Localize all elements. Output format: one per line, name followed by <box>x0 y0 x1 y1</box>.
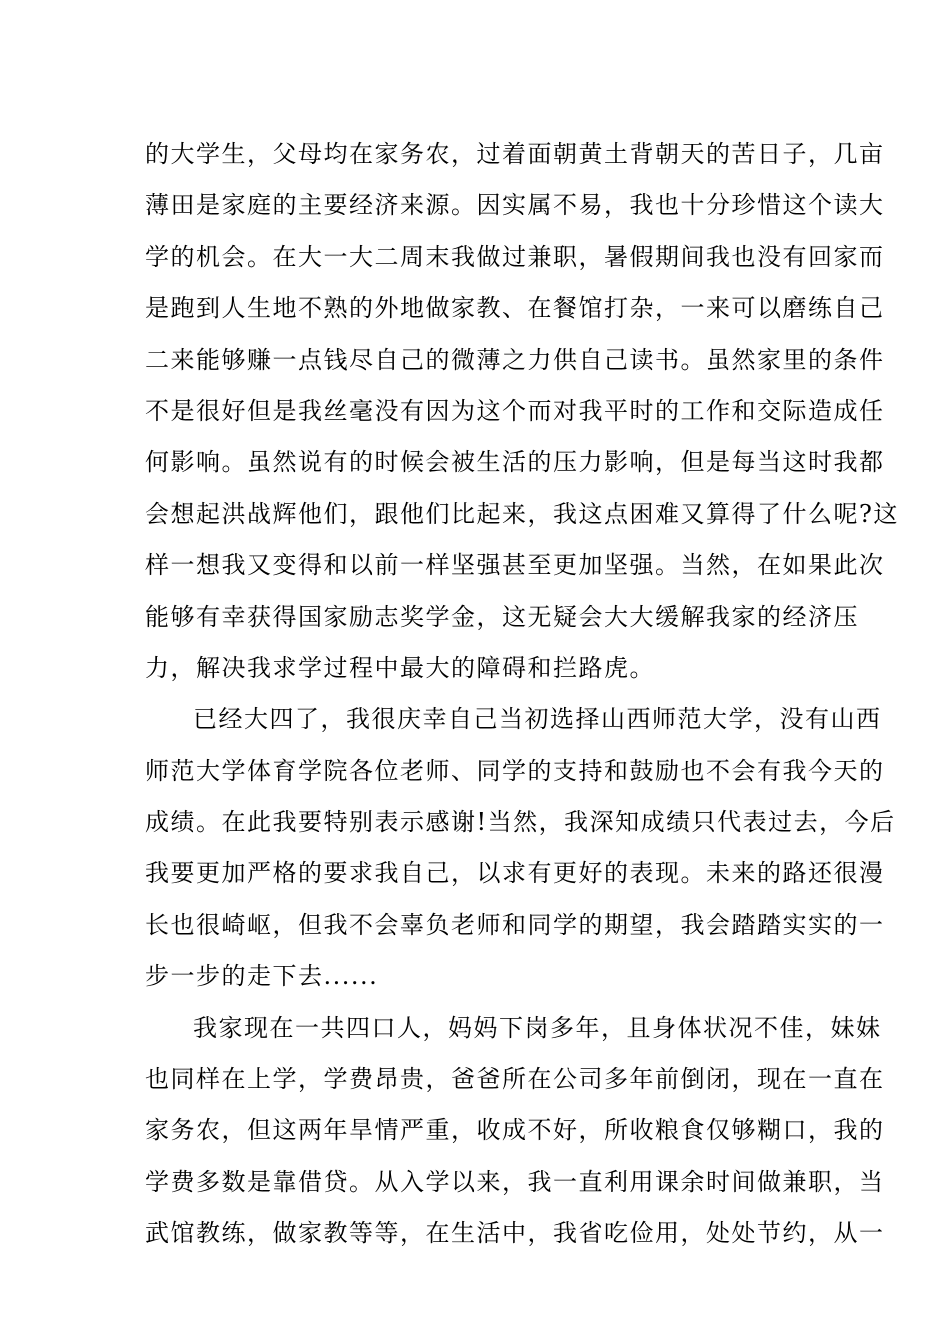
paragraph-3-line-4: 学费多数是靠借贷。从入学以来，我一直利用课余时间做兼职，当 <box>145 1167 885 1196</box>
paragraph-1-line-3: 学的机会。在大一大二周末我做过兼职，暑假期间我也没有回家而 <box>145 242 885 271</box>
paragraph-2-line-3: 成绩。在此我要特别表示感谢!当然，我深知成绩只代表过去，今后 <box>145 808 896 837</box>
document-body <box>145 129 899 1260</box>
paragraph-1-line-9: 样一想我又变得和以前一样坚强甚至更加坚强。当然，在如果此次 <box>145 551 885 580</box>
paragraph-1-line-10: 能够有幸获得国家励志奖学金，这无疑会大大缓解我家的经济压 <box>145 602 859 631</box>
paragraph-3-line-1: 我家现在一共四口人，妈妈下岗多年，且身体状况不佳，妹妹 <box>193 1013 882 1042</box>
paragraph-3-line-3: 家务农，但这两年旱情严重，收成不好，所收粮食仅够糊口，我的 <box>145 1116 885 1145</box>
paragraph-1-line-11: 力，解决我求学过程中最大的障碍和拦路虎。 <box>145 653 655 682</box>
paragraph-2-line-1: 已经大四了，我很庆幸自己当初选择山西师范大学，没有山西 <box>193 705 882 734</box>
paragraph-3-line-5: 武馆教练，做家教等等，在生活中，我省吃俭用，处处节约，从一 <box>145 1219 885 1248</box>
paragraph-1-line-4: 是跑到人生地不熟的外地做家教、在餐馆打杂，一来可以磨练自己 <box>145 294 885 323</box>
paragraph-2-line-4: 我要更加严格的要求我自己，以求有更好的表现。未来的路还很漫 <box>145 859 885 888</box>
paragraph-1-line-5: 二来能够赚一点钱尽自己的微薄之力供自己读书。虽然家里的条件 <box>145 345 885 374</box>
paragraph-1-line-6: 不是很好但是我丝毫没有因为这个而对我平时的工作和交际造成任 <box>145 396 885 425</box>
paragraph-2-line-5: 长也很崎岖，但我不会辜负老师和同学的期望，我会踏踏实实的一 <box>145 910 885 939</box>
paragraph-1-line-1: 的大学生，父母均在家务农，过着面朝黄土背朝天的苦日子，几亩 <box>145 140 885 168</box>
paragraph-1-line-2: 薄田是家庭的主要经济来源。因实属不易，我也十分珍惜这个读大 <box>145 191 885 220</box>
paragraph-1-line-7: 何影响。虽然说有的时候会被生活的压力影响，但是每当这时我都 <box>145 448 885 477</box>
paragraph-1-line-8: 会想起洪战辉他们，跟他们比起来，我这点困难又算得了什么呢?这 <box>145 499 899 528</box>
paragraph-3-line-2: 也同样在上学，学费昂贵，爸爸所在公司多年前倒闭，现在一直在 <box>145 1065 885 1094</box>
paragraph-2-line-2: 师范大学体育学院各位老师、同学的支持和鼓励也不会有我今天的 <box>145 756 885 785</box>
paragraph-2-line-6: 步一步的走下去...... <box>145 962 379 991</box>
